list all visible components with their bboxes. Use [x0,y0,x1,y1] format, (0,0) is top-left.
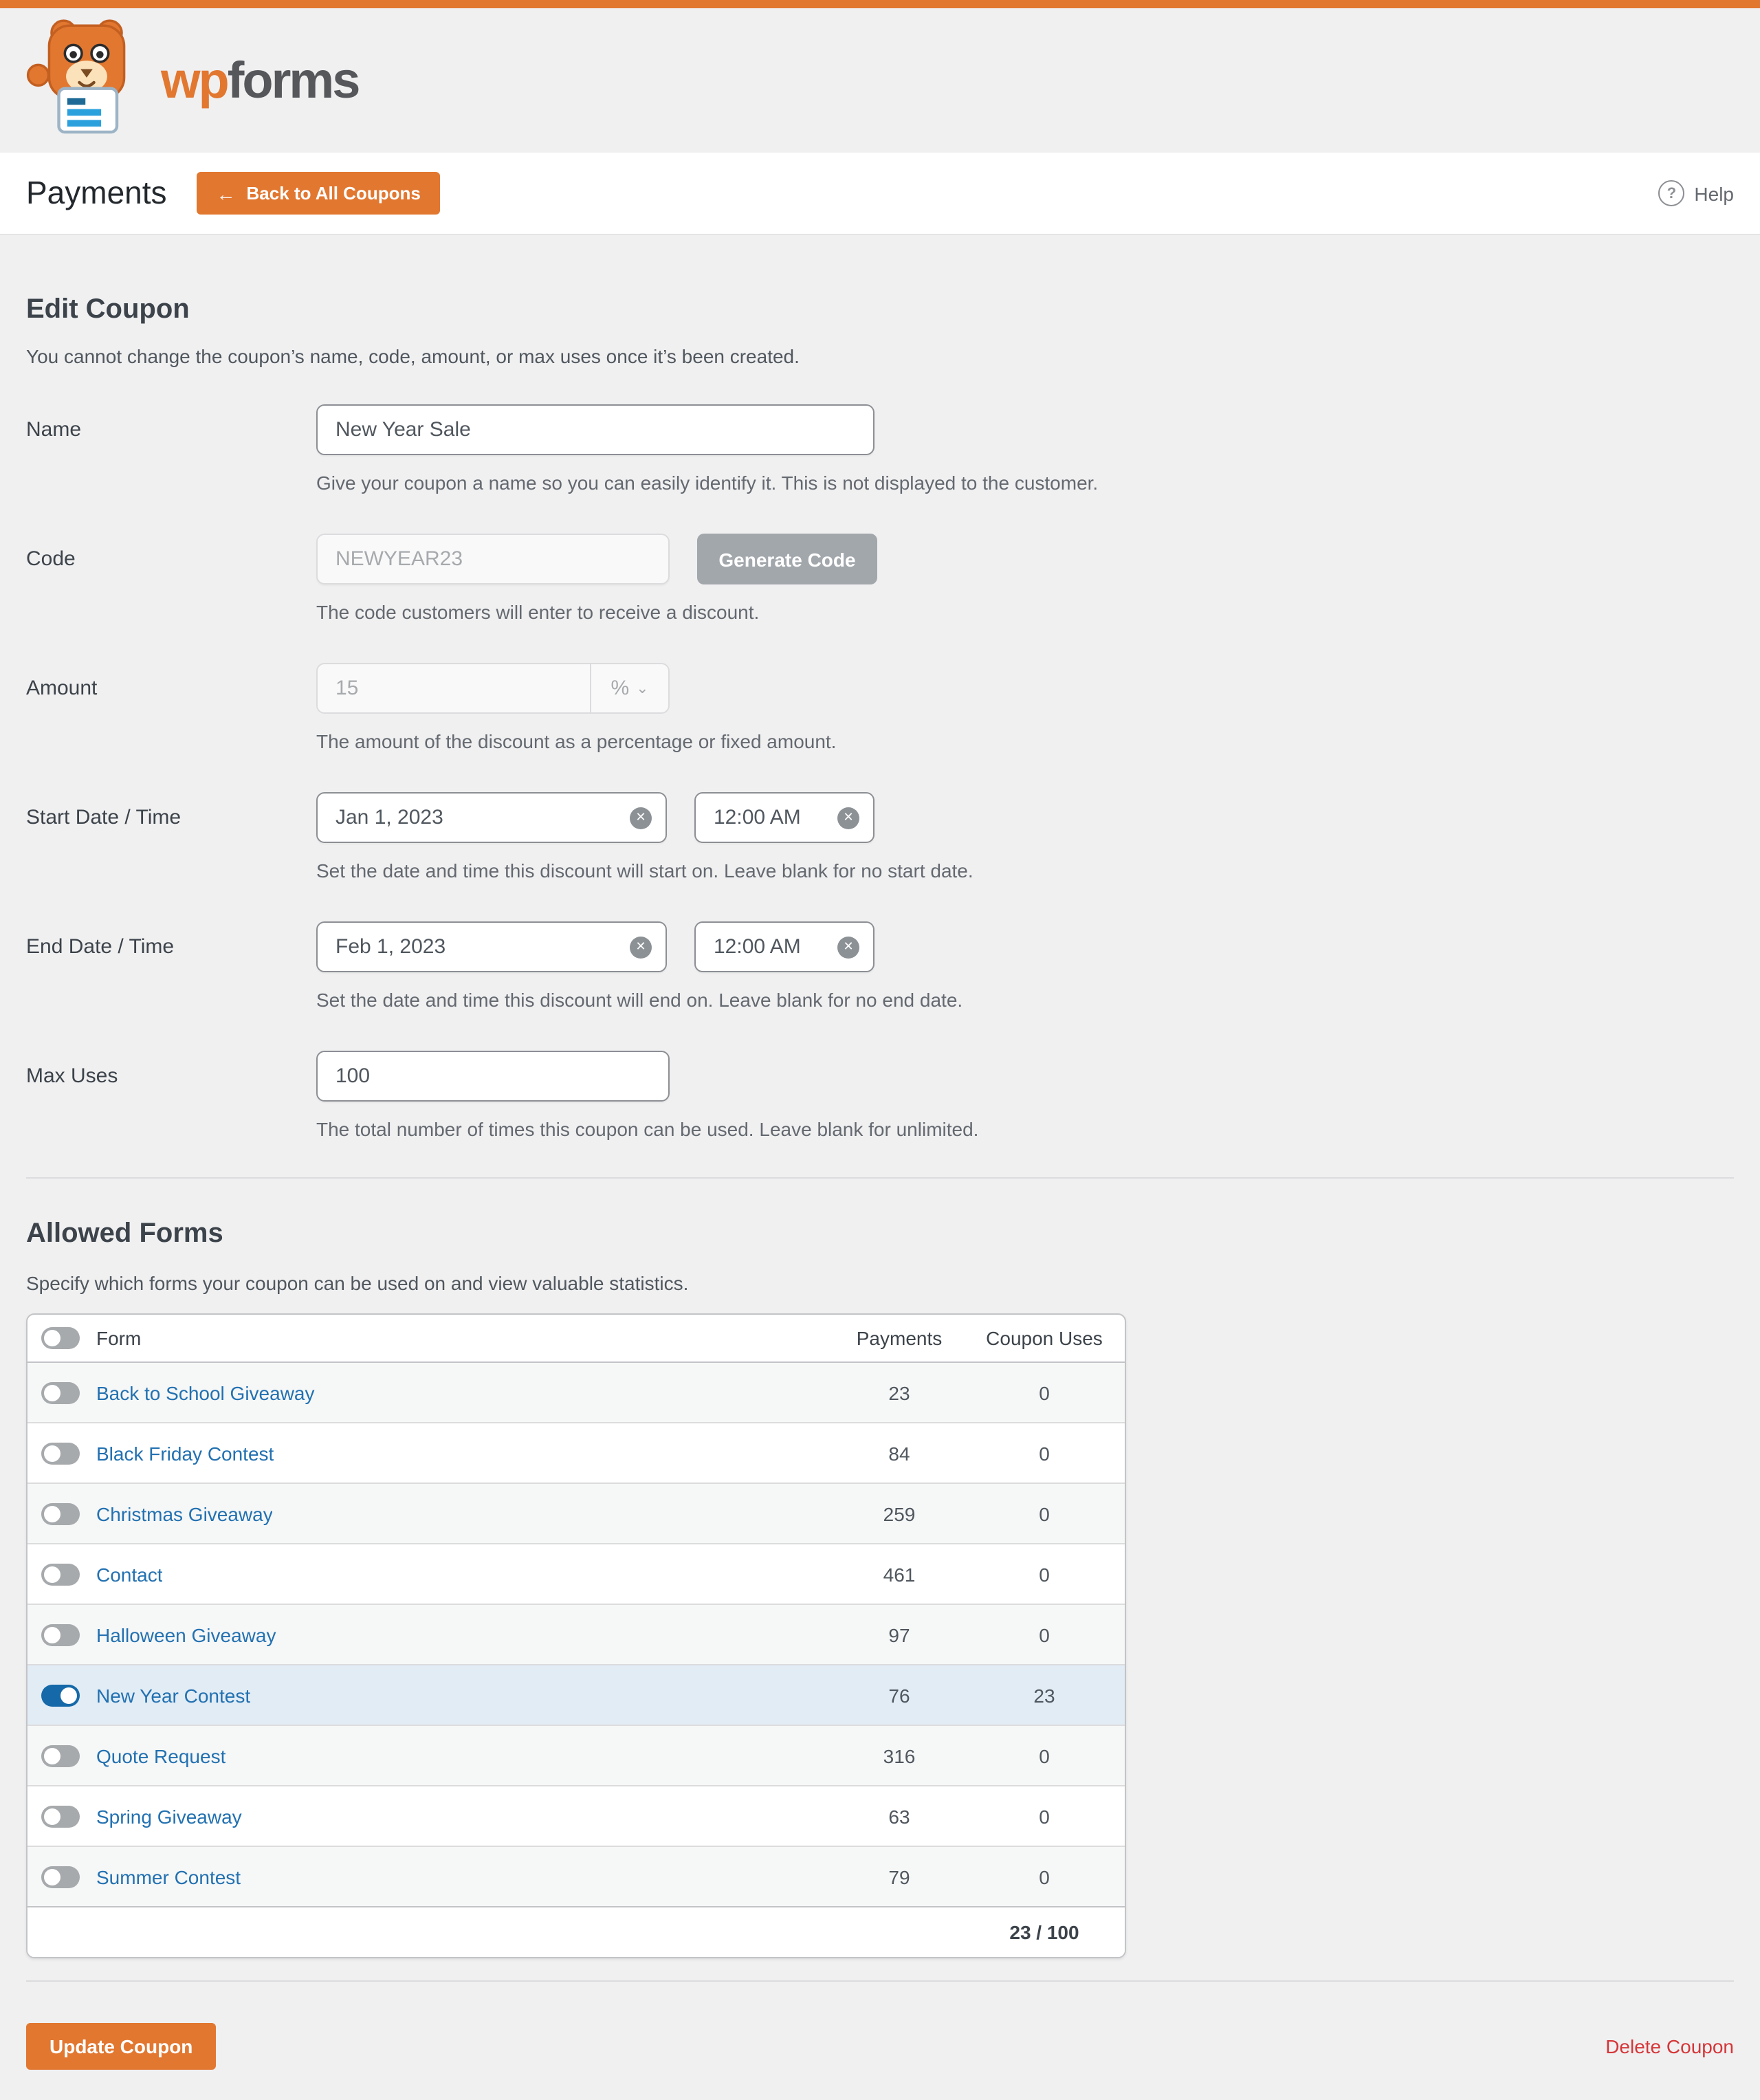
payments-count: 63 [888,1805,910,1827]
payments-count: 97 [888,1623,910,1645]
clear-end-time-icon[interactable]: ✕ [837,936,859,958]
table-row [28,1543,1125,1604]
payments-count: 316 [883,1744,916,1767]
end-date-input[interactable] [336,935,630,959]
max-uses-field-row [26,1051,1734,1141]
payments-count: 79 [888,1866,910,1888]
start-helper-text: Set the date and time this discount will start on. Leave blank for no start date. [316,860,974,882]
start-time-input-wrap [694,792,874,843]
clear-start-time-icon[interactable]: ✕ [837,807,859,829]
amount-label: Amount [26,677,98,700]
start-time-input[interactable] [714,806,837,829]
coupon-uses-count: 0 [1039,1381,1050,1403]
wpforms-logo [26,18,358,143]
bottom-divider [26,1980,1734,1982]
form-link[interactable]: Summer Contest [96,1866,241,1888]
coupon-uses-total: 23 / 100 [1009,1921,1079,1943]
form-toggle[interactable] [41,1563,80,1585]
amount-unit-value: % [610,677,630,700]
coupon-uses-count: 0 [1039,1805,1050,1827]
coupon-uses-column-header: Coupon Uses [986,1327,1103,1349]
edit-coupon-title: Edit Coupon [26,294,190,325]
coupon-uses-count: 0 [1039,1502,1050,1524]
table-row [28,1785,1125,1846]
back-to-all-coupons-button[interactable] [197,172,440,215]
table-footer-row [28,1906,1125,1957]
wpforms-bear-icon [26,18,147,143]
max-uses-label: Max Uses [26,1064,118,1088]
max-uses-input[interactable] [316,1051,670,1102]
amount-input [318,677,590,700]
form-link[interactable]: Christmas Giveaway [96,1502,273,1524]
coupon-uses-count: 0 [1039,1563,1050,1585]
forms-table-body [28,1361,1125,1906]
form-link[interactable]: Spring Giveaway [96,1805,242,1827]
allowed-forms-table [26,1313,1126,1958]
code-field-row [26,534,1734,624]
payments-count: 23 [888,1381,910,1403]
form-link[interactable]: Halloween Giveaway [96,1623,276,1645]
form-link[interactable]: New Year Contest [96,1684,251,1706]
table-row [28,1846,1125,1906]
clear-end-date-icon[interactable]: ✕ [630,936,652,958]
top-accent-bar [0,0,1760,8]
back-arrow-icon: ← [216,182,236,204]
form-toggle[interactable] [41,1684,80,1706]
wpforms-wordmark: wpforms [161,52,359,109]
logo-header [0,8,1760,153]
start-field-row [26,792,1734,883]
chevron-down-icon: ⌄ [636,681,649,697]
end-label: End Date / Time [26,935,175,959]
end-helper-text: Set the date and time this discount will end on. Leave blank for no end date. [316,989,963,1011]
clear-start-date-icon[interactable]: ✕ [630,807,652,829]
form-toggle[interactable] [41,1381,80,1403]
table-header-row [28,1315,1125,1361]
table-row [28,1422,1125,1483]
amount-field-row [26,663,1734,754]
amount-input-group [316,663,670,714]
update-coupon-button[interactable]: Update Coupon [26,2023,216,2070]
name-helper-text: Give your coupon a name so you can easily identify it. This is not displayed to the customer. [316,472,1099,494]
form-toggle[interactable] [41,1805,80,1827]
form-column-header: Form [96,1327,142,1349]
allowed-forms-title: Allowed Forms [26,1218,223,1249]
payments-count: 76 [888,1684,910,1706]
name-label: Name [26,418,82,441]
form-toggle[interactable] [41,1502,80,1524]
form-link[interactable]: Contact [96,1563,163,1585]
payments-count: 259 [883,1502,916,1524]
payments-count: 461 [883,1563,916,1585]
coupon-uses-count: 23 [1033,1684,1055,1706]
allowed-forms-description: Specify which forms your coupon can be used on and view valuable statistics. [26,1272,689,1294]
code-label: Code [26,547,76,571]
max-uses-helper-text: The total number of times this coupon can be used. Leave blank for unlimited. [316,1118,979,1140]
start-label: Start Date / Time [26,806,182,829]
coupon-uses-count: 0 [1039,1866,1050,1888]
main-content [0,293,1760,2100]
amount-helper-text: The amount of the discount as a percentage or fixed amount. [316,730,837,752]
back-button-label: Back to All Coupons [246,183,421,204]
table-row [28,1725,1125,1785]
coupon-uses-count: 0 [1039,1623,1050,1645]
footer-actions [26,2023,1734,2070]
amount-unit-select [590,664,668,712]
payments-column-header: Payments [856,1327,943,1349]
form-toggle[interactable] [41,1623,80,1645]
form-link[interactable]: Black Friday Contest [96,1442,274,1464]
form-toggle[interactable] [41,1866,80,1888]
form-link[interactable]: Quote Request [96,1744,226,1767]
code-helper-text: The code customers will enter to receive a discount. [316,601,760,623]
table-row [28,1361,1125,1422]
form-link[interactable]: Back to School Giveaway [96,1381,315,1403]
toggle-all-forms[interactable] [41,1327,80,1349]
payments-count: 84 [888,1442,910,1464]
start-date-input-wrap [316,792,667,843]
help-icon: ? [1658,180,1684,206]
section-divider [26,1177,1734,1179]
name-input[interactable] [316,404,874,455]
help-link[interactable] [1658,180,1734,206]
end-field-row [26,921,1734,1012]
generate-code-button[interactable]: Generate Code [697,534,877,584]
name-field-row [26,404,1734,495]
page-title: Payments [26,175,167,210]
end-time-input-wrap [694,921,874,972]
end-date-input-wrap [316,921,667,972]
table-row [28,1664,1125,1725]
delete-coupon-link[interactable]: Delete Coupon [1605,2035,1734,2057]
table-row [28,1483,1125,1543]
end-time-input[interactable] [714,935,837,959]
coupon-uses-count: 0 [1039,1442,1050,1464]
table-row [28,1604,1125,1664]
coupon-fields [26,404,1734,1141]
coupon-uses-count: 0 [1039,1744,1050,1767]
form-toggle[interactable] [41,1744,80,1767]
page-header-bar [0,153,1760,235]
help-label: Help [1694,182,1734,204]
form-toggle[interactable] [41,1442,80,1464]
code-input [316,534,670,584]
start-date-input[interactable] [336,806,630,829]
edit-coupon-description: You cannot change the coupon’s name, code, amount, or max uses once it’s been created. [26,345,800,367]
